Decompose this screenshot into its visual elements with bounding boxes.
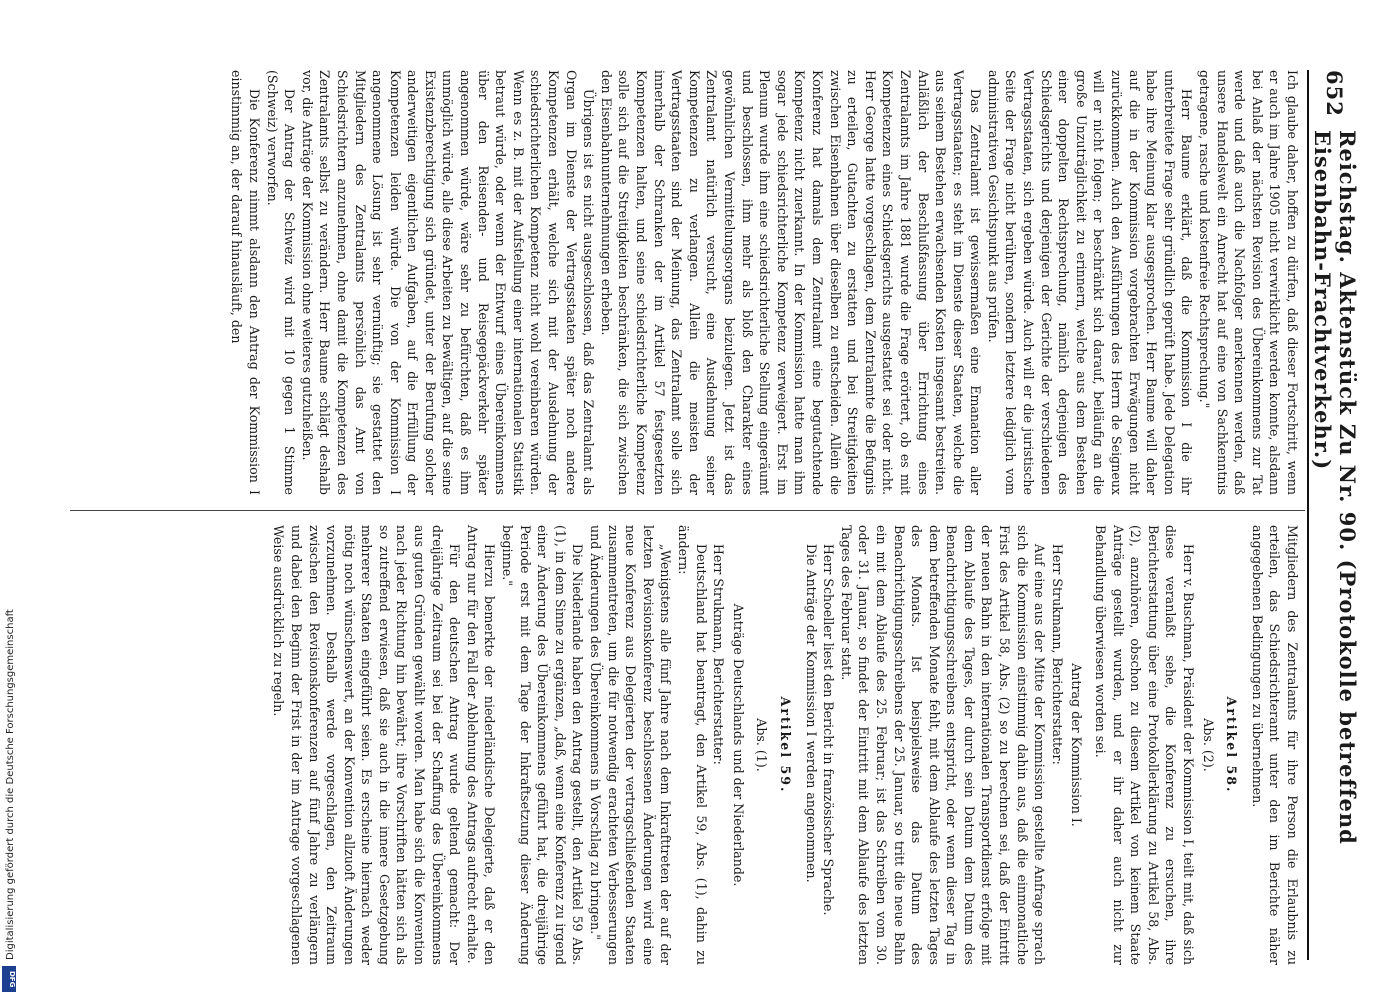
left-column: [228, 70, 1301, 495]
page-title: Reichstag. Aktenstück Zu Nr. 90. (Protokolle betreffend Eisenbahn-Frachtverkehr.): [1310, 130, 1360, 845]
scanned-page: [40, 0, 1383, 1000]
paragraph: Auf eine aus der Mitte der Kommission gestellte Anfrage sprach sich die Kommission einstimmig dahin aus, daß die einmonatliche Frist des Artikel 58, Abs. (2) so zu berechnen sei, daß der Eintritt der neuen Bahn in den internationalen Transportdienst erfolge mit dem Ablaufe des Tages, der durch sein Datum dem Datum des Benachrichtigungsschreibens entspricht, oder wenn dieser Tag in dem betreffenden Monate fehlt, mit dem Ablaufe des letzten Tages des Monats. Ist beispielsweise das Datum des Benachrichtigungsschreibens der 25. Januar, so tritt die neue Bahn ein mit dem Ablaufe des 25. Februar; ist das Schreiben vom 30. oder 31. Januar, so findet der Eintritt mit dem Ablaufe des letzten Tages des Februar statt.: [838, 525, 1048, 965]
paragraph: Übrigens ist es nicht ausgeschlossen, daß das Zentralamt als Organ im Dienste der Vertragsstaaten später noch andere Kompetenzen erhält, welche sich mit der Ausdehnung der schiedsrichterlichen Kompetenz nicht wohl vereinbaren würden. Wenn es z. B. mit der Aufstellung einer internationalen Statistik betraut würde, oder wenn der Entwurf eines Übereinkommens über den Reisenden- und Reisegepäckverkehr später angenommen würde, wäre sehr zu befürchten, daß es ihm unmöglich würde, alle diese Arbeiten zu bewältigen, auf die seine Existenzberechtigung sich gründet, unter der Berufung solcher anderweitigen eigentlichen Aufgaben, auf die Erfüllung der Kompetenzen leiden würde. Die von der Kommission I angenommene Lösung ist sehr vernünftig; sie gestattet den Mitgliedern des Zentralamts persönlich das Amt von Schiedsrichtern anzunehmen, ohne damit die Kompetenzen des Zentralamts selbst zu verändern. Herr Baume schlägt deshalb vor, die Anträge der Kommission ohne weiteres gutzuheißen.: [299, 70, 597, 495]
section-label: Anträge Deutschlands und der Niederlande.: [730, 603, 746, 887]
paragraph: Deutschland hat beantragt, den Artikel 59, Abs. (1), dahin zu ändern:: [676, 525, 709, 965]
section-label: Antrag der Kommission I.: [1069, 663, 1085, 827]
header-rule: [1307, 70, 1309, 960]
paragraph: „Wenigstens alle fünf Jahre nach dem Inkrafttreten der auf der letzten Revisionskonferenz beschlossenen Änderungen wird eine neue Konferenz aus Delegierten der vertragschließenden Staaten zusammentreten, um die für notwendig erachteten Verbesserungen und Änderungen des Übereinkommens in Vorschlag zu bringen.": [588, 525, 674, 965]
paragraph: Herr v. Buschman, Präsident der Kommission I, teilt mit, daß sich diese veranlaßt sehe, die Konferenz zu ersuchen, ihre Berichterstattung über eine Protokollerklärung zu Artikel 58, Abs. (2), anzuhören, obschon zu diesem Artikel von keinem Staate Anträge gestellt wurden, und er ihr daher auch nicht zur Behandlung überwiesen worden sei.: [1093, 525, 1197, 965]
page-number: 652: [1322, 70, 1348, 117]
running-header: [1310, 70, 1360, 960]
paragraph: Die Niederlande haben den Antrag gestellt, den Artikel 59 Abs. (1), in dem Sinne zu ergänzen, „daß, wenn eine Konferenz zu irgend einer Änderung des Übereinkommens geführt hat, die dreijährige Periode erst mit dem Tage der Inkraftsetzung dieser Änderung beginne.": [500, 525, 586, 965]
column-divider: [70, 510, 1305, 511]
credit-text: Digitalisierung gefördert durch die Deutsche Forschungsgemeinschaft: [5, 609, 16, 960]
paragraph: Hierzu bemerkte der niederländische Delegierte, daß er den Antrag nur für den Fall der Ablehnung des Antrags aufrecht erhalte.: [464, 525, 498, 965]
paragraph: Das Zentralamt ist gewissermaßen eine Emanation aller Vertragsstaaten; es steht im Dienste dieser Staaten, welche die aus seinem Bestehen erwachsenden Kosten insgesamt bestreiten. Anläßlich der Beschlußfassung über Errichtung eines Zentralamts im Jahre 1881 wurde die Frage erörtert, ob es mit Kompetenzen eines Schiedsgerichts ausgestattet sei oder nicht. Herr George hatte vorgeschlagen, dem Zentralamte die Befugnis zu erteilen, Gutachten zu erstatten und bei Streitigkeiten zwischen Eisenbahnen über dieselben zu entscheiden. Allein die Konferenz hat damals dem Zentralamt eine begutachtende Kompetenz nicht zuerkannt. In der Kommission hatte man ihm sogar jede schiedsrichterliche Kompetenz verweigert. Erst im Plenum wurde ihm eine schiedsrichterliche Stellung eingeräumt und beschlossen, ihm mehr als bloß den Charakter eines gewöhnlichen Vermittelungsorgans beizulegen. Jetzt ist das Zentralamt natürlich versucht, eine Ausdehnung seiner Kompetenzen zu verlangen. Allein die meisten der Vertragsstaaten sind der Meinung, das Zentralamt solle sich innerhalb der Schranken der im Artikel 57 festgesetzten Kompetenzen halten, und seine schiedsrichterliche Kompetenz solle sich auf die Streitigkeiten beschränken, die sich zwischen den Eisenbahnunternehmungen erheben.: [598, 70, 984, 495]
speaker-line: Herr Strukmann, Berichterstatter:: [711, 543, 727, 765]
paragraph: Herr Schoeller liest den Bericht in französischer Sprache.: [821, 543, 837, 916]
paragraph: Die Anträge der Kommission I werden angenommen.: [803, 543, 819, 883]
speaker-line: Herr Strukmann, Berichterstatter:: [1049, 543, 1065, 765]
paragraph: Der Antrag der Schweiz wird mit 10 gegen 1 Stimme (Schweiz) verworfen.: [264, 70, 298, 495]
paragraph: Für den deutschen Antrag wurde geltend gemacht: Der dreijährige Zeitraum sei bei der Schaffung des Übereinkommens aus guten Gründen gewählt worden. Man habe sich die Konvention nach jeder Richtung hin bewährt; ihre Vorschriften hätten sich als so zutreffend erwiesen, daß sie auch in die innere Gesetzgebung mehrerer Staaten eingeführt seien. Es erscheine hiernach weder nötig noch wünschenswert, an der Konvention allzuoft Änderungen vorzunehmen. Deshalb werde vorgeschlagen, den Zeitraum zwischen den Revisionskonferenzen auf fünf Jahre zu verlängern und dabei den Beginn der Frist in der im Antrage vorgeschlagenen Weise ausdrücklich zu regeln.: [271, 525, 463, 965]
paragraph: Herr Baume erklärt, daß die Kommission I die ihr unterbreitete Frage sehr gründlich geprüft habe. Jede Delegation habe ihre Meinung klar ausgesprochen. Herr Baume will daher auf die in der Kommission vorgebrachten Erwägungen nicht zurückkommen. Auch den Ausführungen des Herrn de Seigneux will er nicht folgen; er beschränkt sich darauf, beiläufig an die große Unzuträglichkeit zu erinnern, welche aus dem Bestehen einer doppelten Rechtsprechung, nämlich derjenigen des Schiedsgerichts und derjenigen der Gerichte der verschiedenen Vertragsstaaten, sich ergeben würde. Auch will er die juristische Seite der Frage nicht berühren, sondern letztere lediglich vom administrativen Gesichtspunkt aus prüfen.: [985, 70, 1195, 495]
subsection-label: Abs. (2).: [1200, 718, 1216, 772]
side-credit: [0, 0, 18, 1000]
right-column: [270, 525, 1301, 965]
article-heading-59: Artikel 59.: [777, 696, 793, 794]
paragraph: Ich glaube daher, hoffen zu dürfen, daß dieser Fortschritt, wenn er auch im Jahre 1905 nicht verwirklicht werden konnte, alsdann bei Anlaß der nächsten Revision des Übereinkommens zur Tat werde und daß auch die Nachfolger anerkennen werden, daß unsere Handelswelt ein Anrecht hat auf eine von Sachkenntnis getragene, rasche und kostenfreie Rechtsprechung.": [1197, 70, 1300, 495]
paragraph: Mitgliedern des Zentralamts für ihre Person die Erlaubnis zu erteilen, das Schiedsrichteramt unter den im Berichte näher angegebenen Bedingungen zu übernehmen.: [1249, 525, 1300, 965]
article-heading-58: Artikel 58.: [1224, 696, 1240, 794]
subsection-label: Abs. (1).: [754, 718, 770, 772]
paragraph: Die Konferenz nimmt alsdann den Antrag der Kommission I einstimmig an, der darauf hinausläuft, den: [229, 70, 262, 495]
dfg-logo: DFG: [2, 966, 16, 992]
